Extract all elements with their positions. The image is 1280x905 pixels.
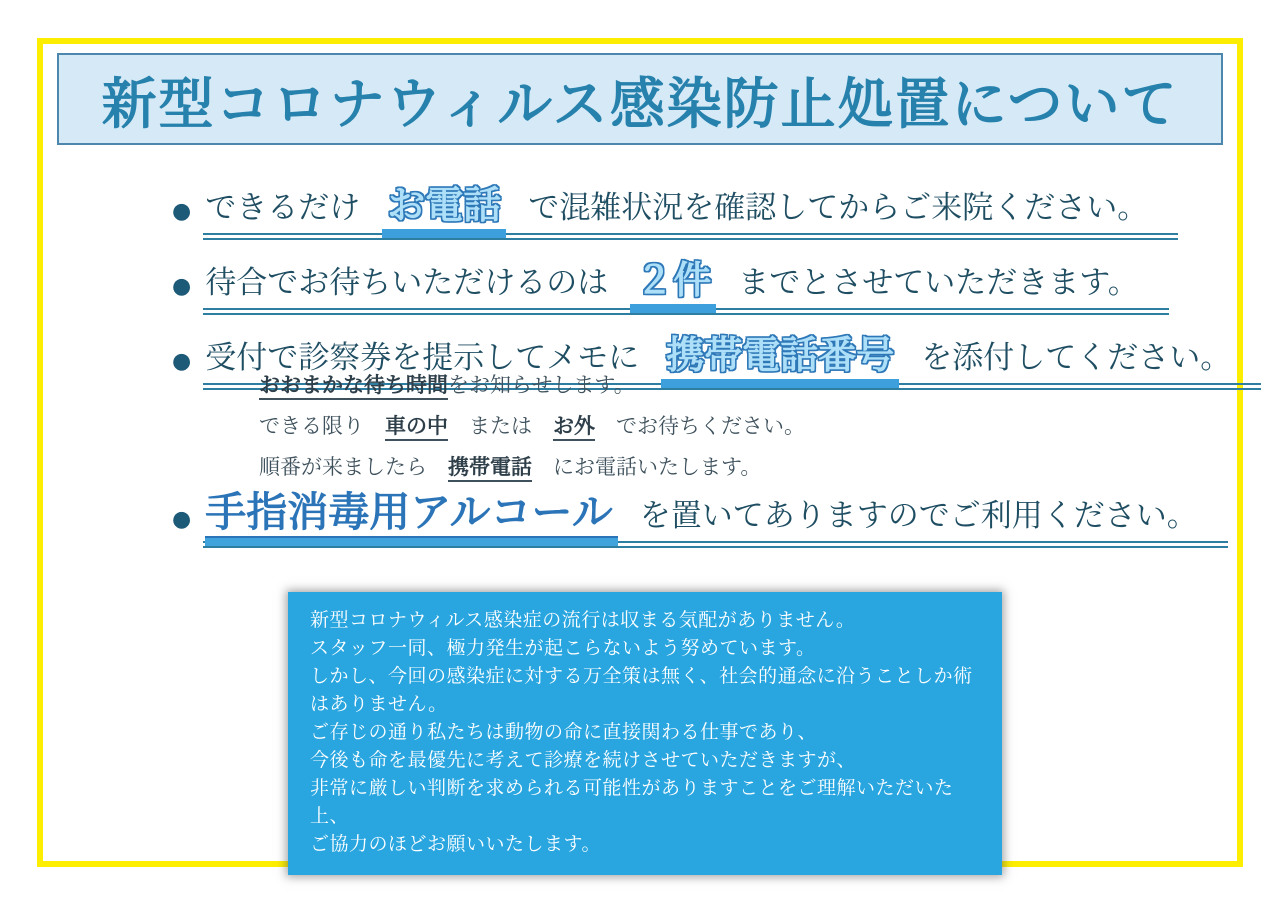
highlight-mobile-number: 携帯電話番号 <box>661 337 899 379</box>
note-lead-text: 順番が来ましたら <box>259 455 448 479</box>
info-line: ご協力のほどお願いいたします。 <box>310 834 601 855</box>
bullet-post-text: を添付してください。 <box>921 340 1232 375</box>
notice-frame <box>37 38 1243 867</box>
bullet-icon: ● <box>172 274 192 299</box>
bullet-post-text: を置いてありますのでご利用ください。 <box>639 498 1198 533</box>
bullet-text <box>203 186 1178 240</box>
note-bold-waiting-time: おおまかな待ち時間 <box>259 373 448 400</box>
note-tail-text: でお待ちください。 <box>595 414 805 438</box>
note-call-when-ready <box>259 454 805 480</box>
bullet-item-sanitizer <box>172 491 1213 569</box>
bullet-text <box>203 491 1228 548</box>
bullet-row <box>172 491 1213 548</box>
bullet-text <box>203 261 1169 315</box>
info-line: 新型コロナウィルス感染症の流行は収まる気配がありません。 <box>310 610 856 631</box>
note-mid-text: をお知らせします。 <box>448 373 635 397</box>
page-title: 新型コロナウィルス感染防止処置について <box>101 72 1179 135</box>
bullet-pre-text: 待合でお待ちいただけるのは <box>205 265 609 300</box>
highlight-two-cases: ２件 <box>630 262 716 304</box>
info-line: しかし、今回の感染症に対する万全策は無く、社会的通念に沿うことしか術はありません。 <box>310 666 973 715</box>
info-line: 非常に厳しい判断を求められる可能性がありますことをご理解いただいた上、 <box>310 778 954 827</box>
note-mid-text: または <box>448 414 553 438</box>
sub-notes <box>259 372 805 495</box>
info-box <box>288 592 1002 875</box>
info-line: スタッフ一同、極力発生が起こらないよう努めています。 <box>310 638 816 659</box>
bullet-post-text: で混雑状況を確認してからご来院ください。 <box>528 190 1149 225</box>
note-bold-outside: お外 <box>553 414 595 441</box>
info-line: 今後も命を最優先に考えて診療を続けさせていただきますが、 <box>310 750 857 771</box>
bullet-item-waiting-limit <box>172 261 1213 315</box>
bullet-post-text: までとさせていただきます。 <box>738 265 1139 300</box>
note-bold-mobile-phone: 携帯電話 <box>448 455 532 482</box>
highlight-hand-sanitizer: 手指消毒用アルコール <box>205 491 618 536</box>
bullet-icon: ● <box>172 199 192 224</box>
bullet-pre-text: 受付で診察券を提示してメモに <box>205 340 640 375</box>
highlight-phone: お電話 <box>382 187 506 229</box>
bullet-icon: ● <box>172 507 192 532</box>
note-mid-text: にお電話いたします。 <box>532 455 762 479</box>
bullet-icon: ● <box>172 349 192 374</box>
title-banner <box>57 53 1223 145</box>
note-bold-in-car: 車の中 <box>385 414 448 441</box>
note-wait-location <box>259 413 805 439</box>
note-lead-text: できる限り <box>259 414 385 438</box>
info-line: ご存じの通り私たちは動物の命に直接関わる仕事であり、 <box>310 722 818 743</box>
note-waiting-time <box>259 372 805 398</box>
bullet-item-phone-check <box>172 186 1213 240</box>
bullet-pre-text: できるだけ <box>205 190 361 225</box>
